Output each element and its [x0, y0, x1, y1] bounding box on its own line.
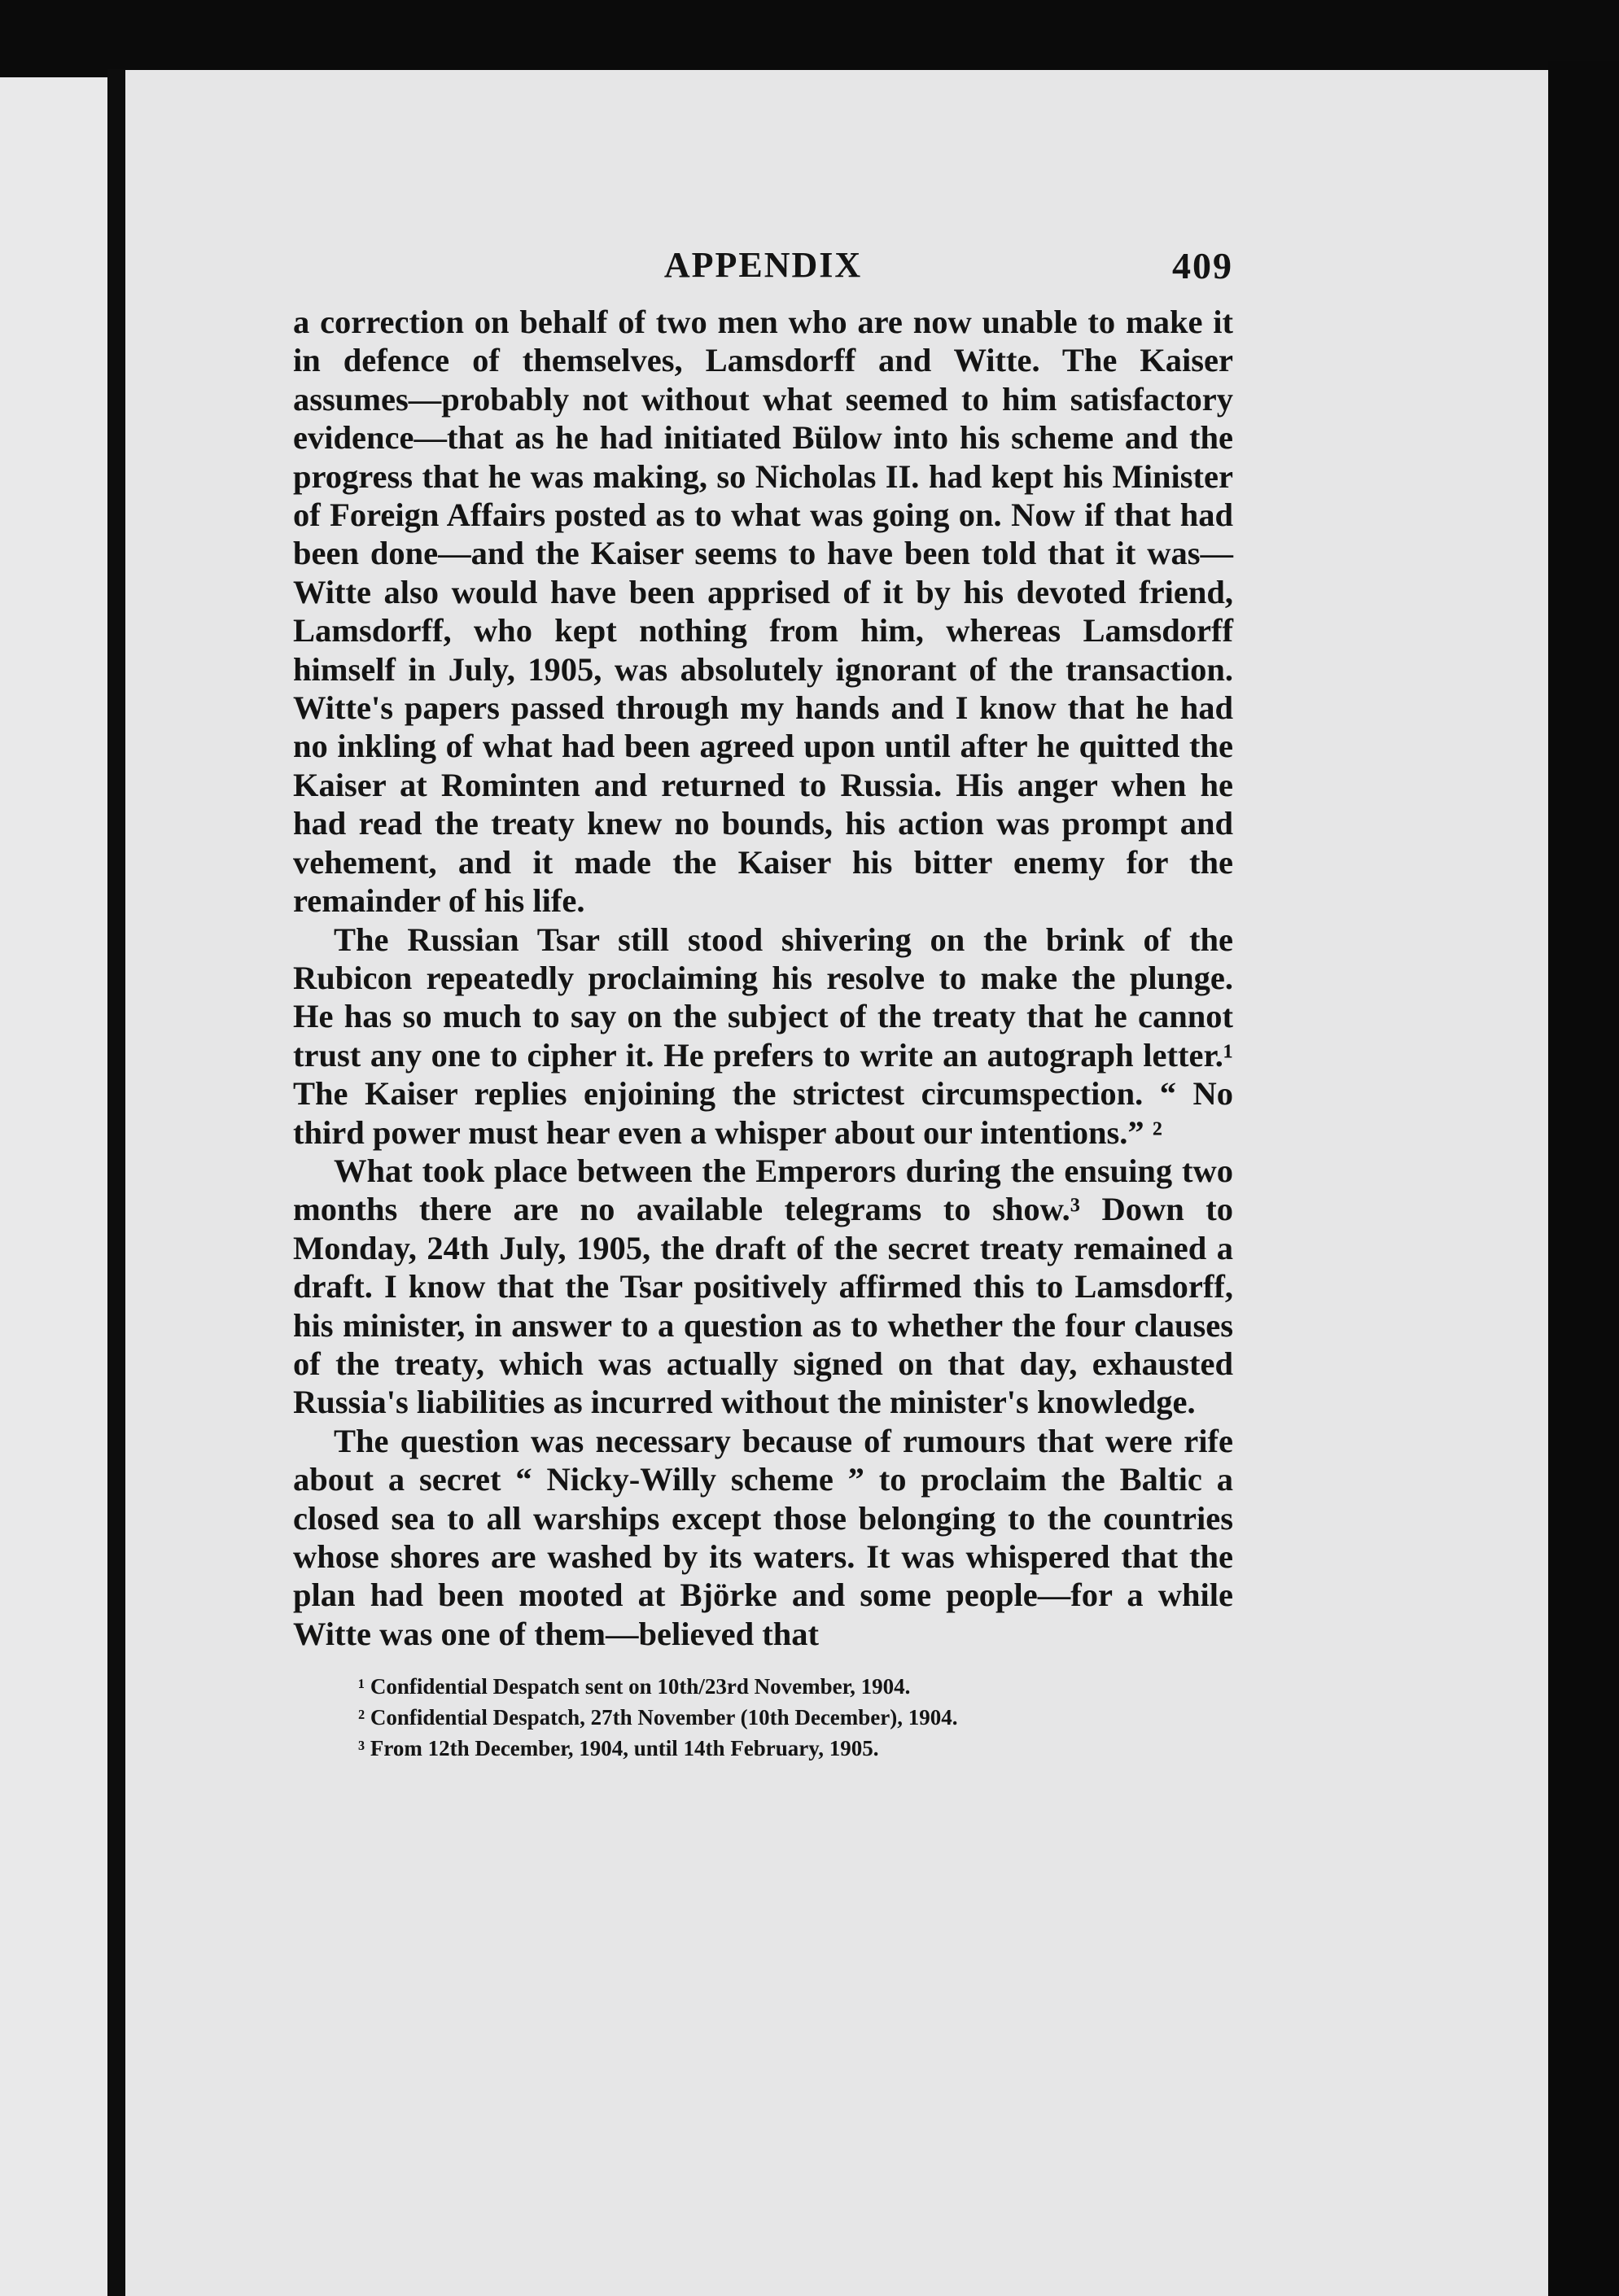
paragraph: The question was necessary because of rumours that were rife about a secret “ Nicky-Willy scheme ” to proclaim the Baltic a closed sea to all warships except those belonging to the countries whose shores are washed by its waters. It was whispered that the plan had been mooted at Björke and some people—for a while Witte was one of them—believed that: [293, 1422, 1233, 1652]
facing-page-edge: [0, 77, 107, 2296]
running-head: [293, 244, 1233, 303]
paragraph: a correction on behalf of two men who are now unable to make it in defence of themselves, Lamsdorff and Witte. The Kaiser assumes—probably not without what seemed to him satisfactory evidence—that as he had initiated Bülow into his scheme and the progress that he was making, so Nicholas II. had kept his Minister of Foreign Affairs posted as to what was going on. Now if that had been done—and the Kaiser seems to have been told that it was—Witte also would have been apprised of it by his devoted friend, Lamsdorff, who kept nothing from him, whereas Lamsdorff himself in July, 1905, was absolutely ignorant of the transaction. Witte's papers passed through my hands and I know that he had no inkling of what had been agreed upon until after he quitted the Kaiser at Rominten and returned to Russia. His anger when he had read the treaty knew no bounds, his action was prompt and vehement, and it made the Kaiser his bitter enemy for the remainder of his life.: [293, 304, 1233, 920]
footnote: ¹ Confidential Despatch sent on 10th/23rd November, 1904.: [358, 1674, 911, 1699]
page-text-block: [293, 244, 1233, 1764]
page-number: 409: [1172, 245, 1233, 286]
gutter-shadow: [107, 69, 125, 2296]
running-title: APPENDIX: [663, 245, 863, 285]
footnotes: [293, 1671, 1233, 1764]
scan-border: [1548, 61, 1619, 2296]
footnote: ² Confidential Despatch, 27th November (10th December), 1904.: [358, 1705, 958, 1730]
body-text: [293, 303, 1233, 1653]
paragraph: What took place between the Emperors during the ensuing two months there are no available telegrams to show.³ Down to Monday, 24th July, 1905, the draft of the secret treaty remained a draft. I know that the Tsar positively affirmed this to Lamsdorff, his minister, in answer to a question as to whether the four clauses of the treaty, which was actually signed on that day, exhausted Russia's liabilities as incurred without the minister's knowledge.: [293, 1152, 1233, 1421]
paragraph: The Russian Tsar still stood shivering on the brink of the Rubicon repeatedly proclaiming his resolve to make the plunge. He has so much to say on the subject of the treaty that he cannot trust any one to cipher it. He prefers to write an autograph letter.¹ The Kaiser replies enjoining the strictest circumspection. “ No third power must hear even a whisper about our intentions.” ²: [293, 921, 1233, 1151]
footnote: ³ From 12th December, 1904, until 14th February, 1905.: [358, 1736, 879, 1761]
